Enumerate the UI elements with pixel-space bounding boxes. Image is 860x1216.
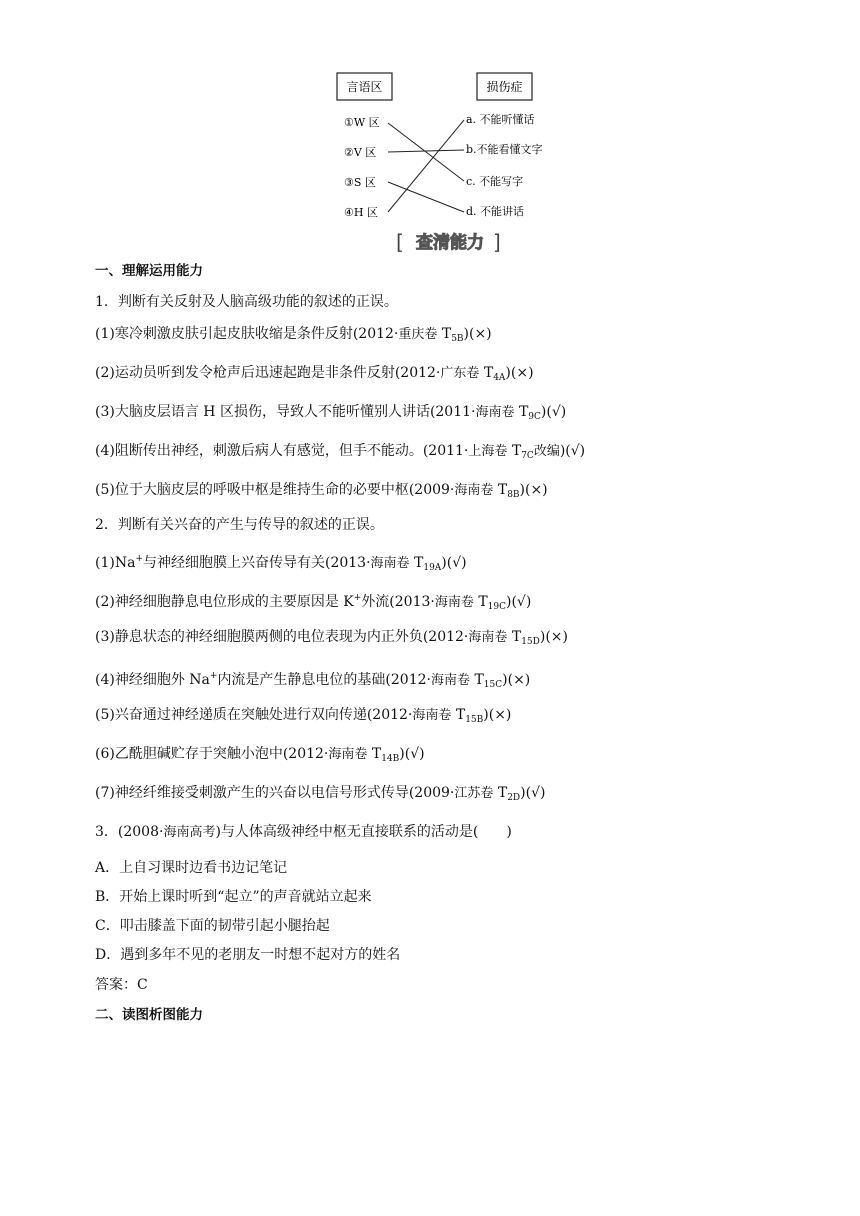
q3-option-b: B．开始上课时听到“起立”的声音就站立起来	[95, 889, 372, 905]
q1-item-5	[95, 480, 548, 505]
q2-item-1	[95, 549, 467, 578]
q2-item-6-sub: 14B	[381, 754, 400, 764]
q2-item-5-source: 海南卷	[412, 708, 452, 723]
q2-item-2-verdict: )(√)	[506, 594, 532, 610]
q1-item-2-source: 广东卷	[440, 366, 480, 381]
q2-item-1-source: 海南卷	[370, 556, 410, 571]
q1-item-5-sub: 8B	[507, 490, 520, 500]
link-h-a	[388, 120, 464, 212]
q1-item-4-t: T	[511, 443, 522, 459]
q2-item-5-t: T	[455, 707, 466, 723]
q2-item-3	[95, 627, 568, 652]
q2-item-1-sup: +	[135, 554, 143, 564]
banner-right-bracket: ]	[493, 230, 501, 254]
q1-item-3-source: 海南卷	[475, 405, 515, 420]
q3-stem	[95, 822, 512, 843]
q2-item-6	[95, 744, 425, 769]
banner	[396, 230, 501, 254]
q1-item-1-text: (1)寒冷刺激皮肤引起皮肤收缩是条件反射(2012·	[95, 326, 399, 342]
q1-item-4-verdict: )(√)	[559, 443, 586, 459]
q2-item-2-sub: 19C	[487, 602, 506, 612]
q3-stem-pre: 3．(2008·	[95, 824, 164, 840]
q2-item-5	[95, 705, 511, 730]
banner-text: 查清能力	[416, 233, 484, 253]
q2-item-2-t: T	[478, 594, 488, 610]
banner-left-bracket: [	[396, 230, 404, 254]
q2-item-1-text: (1)Na	[95, 555, 136, 571]
q2-item-1-sub: 19A	[423, 563, 442, 573]
link-s-d	[388, 182, 464, 212]
area-w: ①W 区	[344, 116, 380, 129]
q3-option-c: C．叩击膝盖下面的韧带引起小腿抬起	[95, 918, 330, 934]
area-s: ③S 区	[344, 176, 376, 189]
q1-stem: 1．判断有关反射及人脑高级功能的叙述的正误。	[95, 294, 398, 310]
q2-item-4-t: T	[474, 672, 484, 688]
section2-title: 二、读图析图能力	[95, 1007, 203, 1023]
q2-item-3-t: T	[511, 629, 522, 645]
q3-option-d: D．遇到多年不见的老朋友一时想不起对方的姓名	[95, 947, 401, 963]
q1-item-2-t: T	[483, 365, 494, 381]
q3-option-a: A．上自习课时边看书边记笔记	[95, 860, 288, 876]
q2-item-7-source: 江苏卷	[454, 786, 494, 801]
q2-item-7	[95, 783, 545, 808]
q2-item-5-sub: 15B	[465, 715, 484, 725]
q2-item-4-text: (4)神经细胞外 Na	[95, 672, 210, 688]
q2-item-6-text: (6)乙酰胆碱贮存于突触小泡中(2012·	[95, 746, 329, 762]
symptom-a: a. 不能听懂话	[466, 113, 535, 126]
q2-item-3-source: 海南卷	[468, 630, 508, 645]
q2-item-1-t: T	[414, 555, 424, 571]
q1-item-3-text: (3)大脑皮层语言 H 区损伤，导致人不能听懂别人讲话(2011·	[95, 404, 476, 420]
q1-item-4	[95, 441, 585, 466]
q2-item-4	[95, 666, 530, 695]
q2-item-7-verdict: )(√)	[520, 785, 546, 801]
q1-item-5-text: (5)位于大脑皮层的呼吸中枢是维持生命的必要中枢(2009·	[95, 482, 455, 498]
q2-item-7-t: T	[497, 785, 508, 801]
q1-item-3	[95, 402, 566, 427]
q2-item-4-text-b: 内流是产生静息电位的基础(2012·	[217, 672, 431, 688]
q1-item-3-t: T	[518, 404, 529, 420]
symptom-c: c. 不能写字	[466, 175, 524, 188]
q2-item-7-text: (7)神经纤维接受刺激产生的兴奋以电信号形式传导(2009·	[95, 785, 455, 801]
q1-item-1-sub: 5B	[451, 334, 464, 344]
q3-source: 海南高考	[163, 825, 216, 840]
q2-stem: 2．判断有关兴奋的产生与传导的叙述的正误。	[95, 517, 384, 533]
q2-item-4-verdict: )(×)	[502, 672, 531, 688]
q1-item-5-source: 海南卷	[454, 483, 494, 498]
q2-item-4-sup: +	[209, 671, 218, 681]
q2-item-2-sup: +	[353, 593, 362, 603]
q2-item-5-text: (5)兴奋通过神经递质在突触处进行双向传递(2012·	[95, 707, 413, 723]
right-header: 损伤症	[486, 80, 523, 94]
q1-item-1-t: T	[441, 326, 452, 342]
q1-item-5-verdict: )(×)	[519, 482, 548, 498]
q1-item-2-text: (2)运动员听到发令枪声后迅速起跑是非条件反射(2012·	[95, 365, 441, 381]
area-h: ④H 区	[344, 206, 378, 219]
q2-item-4-sub: 15C	[483, 680, 503, 690]
q1-item-3-sub: 9C	[528, 412, 541, 422]
q2-item-1-text-b: 与神经细胞膜上兴奋传导有关(2013·	[142, 555, 371, 571]
q1-item-1-source: 重庆卷	[398, 327, 438, 342]
q2-item-1-verdict: )(√)	[441, 555, 467, 571]
q2-item-3-sub: 15D	[521, 637, 540, 647]
q1-item-4-adapted: 改编	[533, 444, 560, 459]
q1-item-1	[95, 324, 492, 349]
q2-item-4-source: 海南卷	[430, 673, 470, 688]
q1-item-2-sub: 4A	[493, 373, 506, 383]
q1-item-4-source: 上海卷	[468, 444, 508, 459]
q2-item-2-source: 海南卷	[434, 595, 474, 610]
q1-item-2	[95, 363, 534, 388]
q2-item-6-source: 海南卷	[328, 747, 368, 762]
q1-item-5-t: T	[497, 482, 508, 498]
symptom-d: d. 不能讲话	[466, 205, 525, 218]
section1-title: 一、理解运用能力	[95, 263, 203, 279]
q1-item-4-text: (4)阻断传出神经，刺激后病人有感觉，但手不能动。(2011·	[95, 443, 469, 459]
q1-item-4-sub: 7C	[521, 451, 534, 461]
q1-item-3-verdict: )(√)	[540, 404, 567, 420]
area-v: ②V 区	[344, 146, 377, 159]
q2-item-6-verdict: )(√)	[399, 746, 425, 762]
q2-item-6-t: T	[371, 746, 382, 762]
left-header: 言语区	[346, 80, 383, 94]
symptom-b: b.不能看懂文字	[466, 143, 543, 156]
q2-item-3-verdict: )(×)	[539, 629, 568, 645]
q3-stem-post: )与人体高级神经中枢无直接联系的活动是( )	[215, 824, 512, 840]
q2-item-2	[95, 588, 531, 617]
q2-item-2-text-b: 外流(2013·	[361, 594, 435, 610]
language-area-diagram	[330, 68, 570, 258]
q1-item-2-verdict: )(×)	[505, 365, 534, 381]
q2-item-2-text: (2)神经细胞静息电位形成的主要原因是 K	[95, 594, 354, 610]
q2-item-7-sub: 2D	[507, 793, 521, 803]
q2-item-3-text: (3)静息状态的神经细胞膜两侧的电位表现为内正外负(2012·	[95, 629, 469, 645]
q2-item-5-verdict: )(×)	[483, 707, 512, 723]
q3-answer: 答案：C	[95, 977, 148, 993]
q1-item-1-verdict: )(×)	[463, 326, 492, 342]
